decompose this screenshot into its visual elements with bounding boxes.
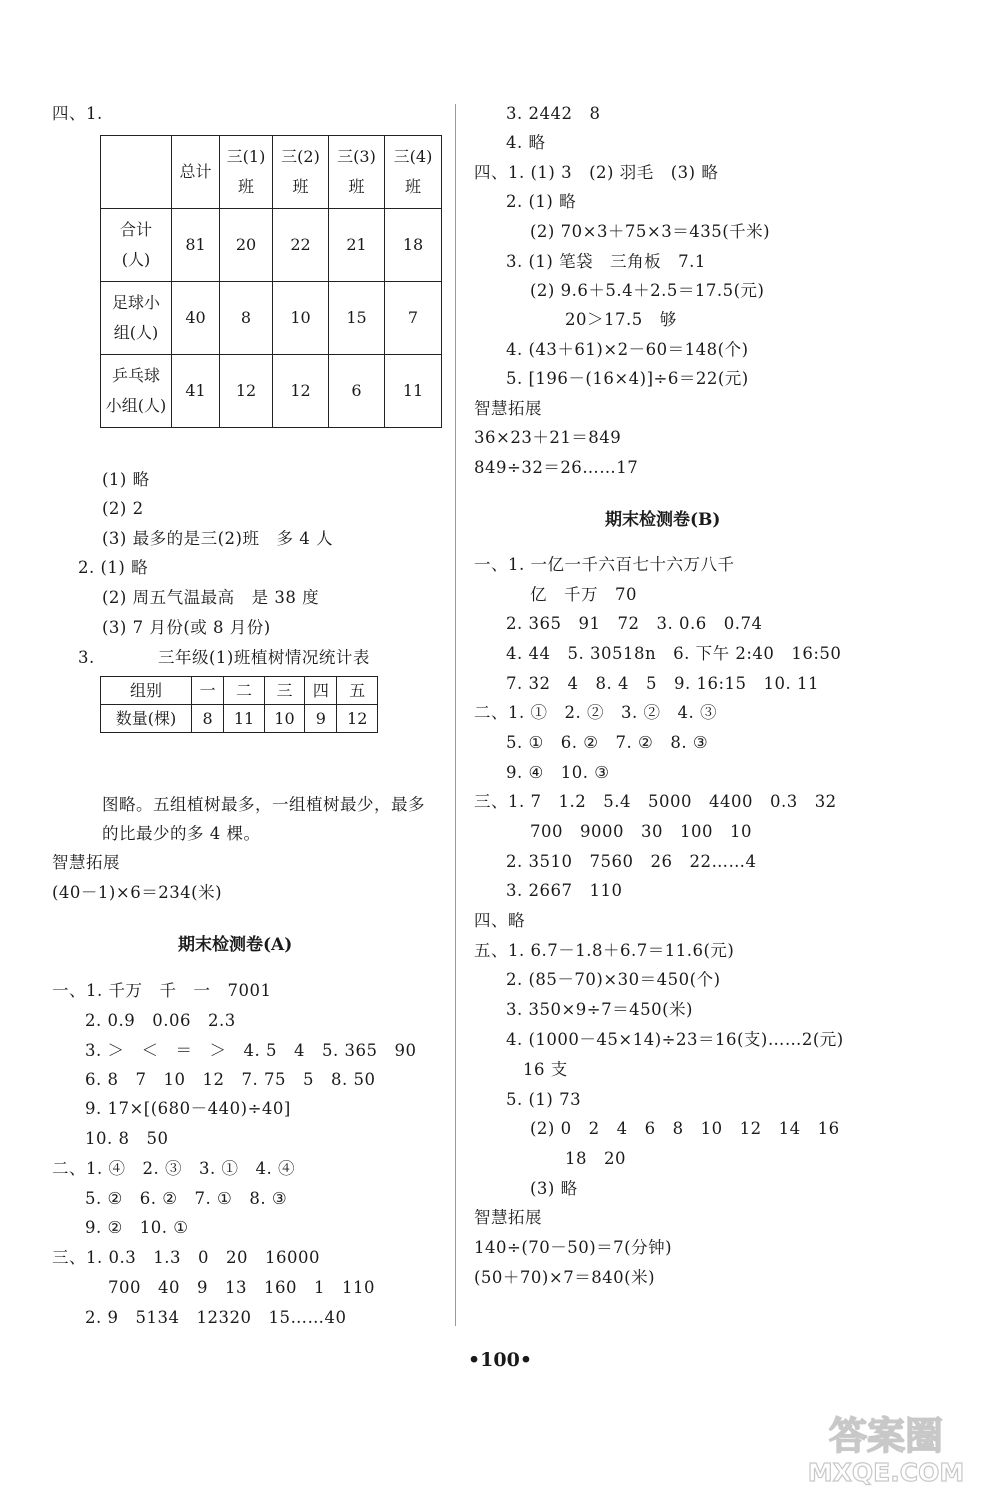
answer-line: (2) 2 bbox=[102, 499, 144, 518]
row-label: 数量(棵) bbox=[101, 705, 192, 733]
table-cell: 12 bbox=[220, 355, 273, 428]
answer-line: 2. 0.9 0.06 2.3 bbox=[85, 1011, 236, 1030]
table-cell: 18 bbox=[385, 209, 442, 282]
table-cell: 12 bbox=[337, 705, 378, 733]
table-row bbox=[101, 282, 442, 355]
table-cell: 9 bbox=[305, 705, 337, 733]
row-label: 合计 (人) bbox=[101, 209, 172, 282]
answer-line: 9. ④ 10. ③ bbox=[506, 763, 610, 782]
answer-line: 4. 略 bbox=[506, 133, 546, 152]
answer-line: 3. bbox=[78, 648, 95, 667]
answer-line: (3) 最多的是三(2)班 多 4 人 bbox=[102, 529, 333, 548]
table-header-cell: 三(1) 班 bbox=[220, 136, 273, 209]
answer-line: (3) 略 bbox=[530, 1179, 578, 1198]
answer-line: 四、1. (1) 3 (2) 羽毛 (3) 略 bbox=[474, 163, 719, 182]
answer-line: 700 9000 30 100 10 bbox=[530, 822, 752, 841]
answer-line: 849÷32＝26……17 bbox=[474, 458, 639, 477]
answer-line: 36×23＋21＝849 bbox=[474, 428, 622, 447]
table-cell: 41 bbox=[172, 355, 220, 428]
answer-line: 10. 8 50 bbox=[85, 1129, 169, 1148]
answer-line: 16 支 bbox=[523, 1060, 568, 1079]
table-header-cell: 四 bbox=[305, 677, 337, 705]
table-cell: 10 bbox=[264, 705, 304, 733]
answer-line: 三、1. 0.3 1.3 0 20 16000 bbox=[52, 1248, 320, 1267]
answer-line: 3. ＞ ＜ ＝ ＞ 4. 5 4 5. 365 90 bbox=[85, 1041, 417, 1060]
answer-line: 二、1. ④ 2. ③ 3. ① 4. ④ bbox=[52, 1159, 295, 1178]
page-number: •100• bbox=[468, 1349, 532, 1371]
table-header-cell: 二 bbox=[224, 677, 264, 705]
table-cell: 20 bbox=[220, 209, 273, 282]
table-cell: 15 bbox=[329, 282, 385, 355]
answer-line: 5. ① 6. ② 7. ② 8. ③ bbox=[506, 733, 709, 752]
answer-line: 20＞17.5 够 bbox=[565, 310, 677, 329]
answer-line: (2) 周五气温最高 是 38 度 bbox=[102, 588, 320, 607]
table-header-row bbox=[101, 677, 378, 705]
tree-planting-table bbox=[100, 676, 378, 733]
answer-line: 18 20 bbox=[565, 1149, 626, 1168]
answer-line: 四、略 bbox=[474, 911, 525, 930]
answer-line: (1) 略 bbox=[102, 470, 150, 489]
extension-heading: 智慧拓展 bbox=[52, 853, 120, 872]
table-row bbox=[101, 355, 442, 428]
answer-line: 五、1. 6.7－1.8＋6.7＝11.6(元) bbox=[474, 941, 735, 960]
table-header-cell: 组别 bbox=[101, 677, 192, 705]
table-cell: 10 bbox=[273, 282, 329, 355]
answer-line: 3. 2667 110 bbox=[506, 881, 623, 900]
answer-line: (2) 70×3＋75×3＝435(千米) bbox=[530, 222, 771, 241]
answer-line: 3. 350×9÷7＝450(米) bbox=[506, 1000, 693, 1019]
answer-line: 2. (1) 略 bbox=[78, 558, 149, 577]
table-header-cell: 五 bbox=[337, 677, 378, 705]
extension-heading: 智慧拓展 bbox=[474, 1208, 542, 1227]
answer-line: 一、1. 一亿一千六百七十六万八千 bbox=[474, 555, 735, 574]
answer-line: 3. (1) 笔袋 三角板 7.1 bbox=[506, 252, 706, 271]
table-header-cell: 三(2) 班 bbox=[273, 136, 329, 209]
table-cell: 22 bbox=[273, 209, 329, 282]
table-header-cell: 一 bbox=[192, 677, 224, 705]
answer-line: 140÷(70－50)＝7(分钟) bbox=[474, 1238, 673, 1257]
table-cell: 6 bbox=[329, 355, 385, 428]
answer-line: 7. 32 4 8. 4 5 9. 16:15 10. 11 bbox=[506, 674, 819, 693]
table-cell: 21 bbox=[329, 209, 385, 282]
table-header-cell: 三(3) 班 bbox=[329, 136, 385, 209]
exam-b-title: 期末检测卷(B) bbox=[605, 510, 721, 530]
table-cell: 12 bbox=[273, 355, 329, 428]
answer-line: 3. 2442 8 bbox=[506, 104, 601, 123]
row-label: 足球小 组(人) bbox=[101, 282, 172, 355]
table-cell: 81 bbox=[172, 209, 220, 282]
answer-line: 图略。五组植树最多，一组植树最少，最多 bbox=[102, 795, 425, 814]
table-header-cell: 三 bbox=[264, 677, 304, 705]
answer-line: 700 40 9 13 160 1 110 bbox=[108, 1278, 375, 1297]
answer-line: 9. ② 10. ① bbox=[85, 1218, 189, 1237]
column-divider bbox=[455, 104, 456, 1326]
answer-line: 2. (1) 略 bbox=[506, 192, 577, 211]
answer-line: (2) 0 2 4 6 8 10 12 14 16 bbox=[530, 1119, 840, 1138]
answer-line: 一、1. 千万 千 一 7001 bbox=[52, 981, 272, 1000]
table-cell: 11 bbox=[224, 705, 264, 733]
answer-line: (40－1)×6＝234(米) bbox=[52, 883, 223, 902]
answer-line: 4. (1000－45×14)÷23＝16(支)……2(元) bbox=[506, 1030, 844, 1049]
answer-line: 二、1. ① 2. ② 3. ② 4. ③ bbox=[474, 703, 717, 722]
answer-line: (3) 7 月份(或 8 月份) bbox=[102, 618, 271, 637]
answer-line: 5. (1) 73 bbox=[506, 1090, 582, 1109]
watermark-text-bottom: MXQE.COM bbox=[807, 1458, 965, 1487]
table-cell: 40 bbox=[172, 282, 220, 355]
table-cell: 11 bbox=[385, 355, 442, 428]
exam-a-title: 期末检测卷(A) bbox=[178, 935, 293, 955]
table-header-cell bbox=[101, 136, 172, 209]
table-cell: 7 bbox=[385, 282, 442, 355]
answer-line: 2. 365 91 72 3. 0.6 0.74 bbox=[506, 614, 763, 633]
answer-line: 6. 8 7 10 12 7. 75 5 8. 50 bbox=[85, 1070, 376, 1089]
section-4-q1-label: 四、1. bbox=[52, 104, 103, 123]
answer-line: 2. 3510 7560 26 22……4 bbox=[506, 852, 757, 871]
table-row bbox=[101, 209, 442, 282]
table-title: 三年级(1)班植树情况统计表 bbox=[158, 648, 370, 667]
table-header-row bbox=[101, 136, 442, 209]
answer-line: 4. 44 5. 30518n 6. 下午 2:40 16:50 bbox=[506, 644, 842, 663]
row-label: 乒乓球 小组(人) bbox=[101, 355, 172, 428]
answer-line: (2) 9.6＋5.4＋2.5＝17.5(元) bbox=[530, 281, 765, 300]
answer-line: 亿 千万 70 bbox=[530, 585, 637, 604]
answer-line: 三、1. 7 1.2 5.4 5000 4400 0.3 32 bbox=[474, 792, 837, 811]
table-cell: 8 bbox=[192, 705, 224, 733]
answer-line: (50＋70)×7＝840(米) bbox=[474, 1268, 656, 1287]
watermark-text-top: 答案圈 bbox=[828, 1414, 944, 1458]
answer-line: 的比最少的多 4 棵。 bbox=[102, 824, 261, 843]
answer-line: 2. (85－70)×30＝450(个) bbox=[506, 970, 721, 989]
class-stats-table bbox=[100, 135, 442, 428]
table-header-cell: 总计 bbox=[172, 136, 220, 209]
answer-line: 2. 9 5134 12320 15……40 bbox=[85, 1308, 347, 1327]
table-row bbox=[101, 705, 378, 733]
extension-heading: 智慧拓展 bbox=[474, 399, 542, 418]
table-header-cell: 三(4) 班 bbox=[385, 136, 442, 209]
table-cell: 8 bbox=[220, 282, 273, 355]
watermark-logo bbox=[786, 1407, 986, 1487]
answer-line: 4. (43＋61)×2－60＝148(个) bbox=[506, 340, 749, 359]
answer-line: 5. [196－(16×4)]÷6＝22(元) bbox=[506, 369, 749, 388]
answer-line: 9. 17×[(680－440)÷40] bbox=[85, 1099, 291, 1118]
answer-line: 5. ② 6. ② 7. ① 8. ③ bbox=[85, 1189, 288, 1208]
